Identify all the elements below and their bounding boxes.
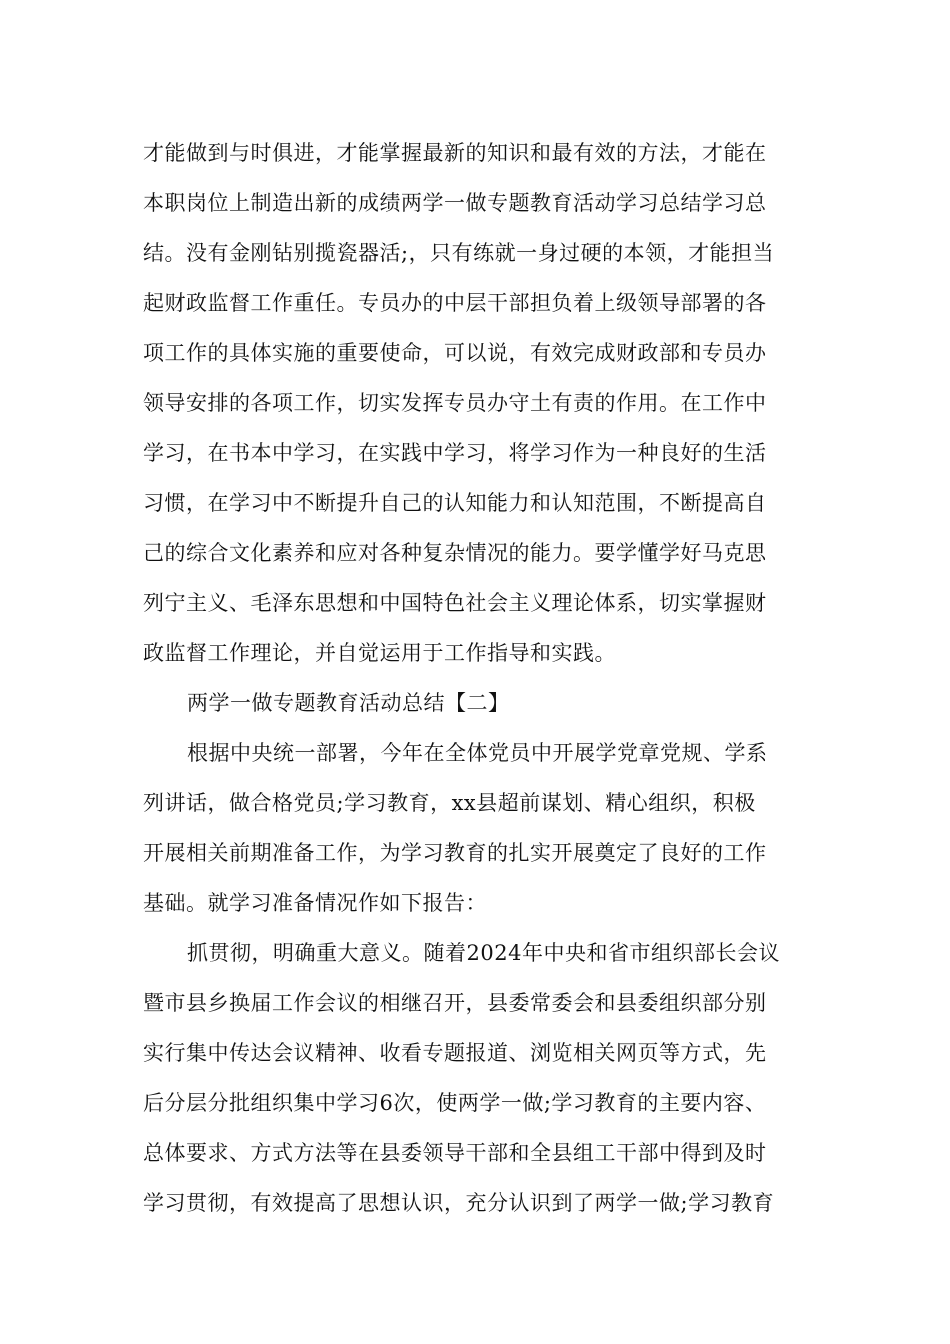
paragraph-line: 学习，在书本中学习，在实践中学习，将学习作为一种良好的生活 [143,441,767,465]
paragraph-line: 学习贯彻，有效提高了思想认识，充分认识到了两学一做;学习教育 [143,1191,775,1215]
paragraph-line: 列讲话，做合格党员;学习教育，xx县超前谋划、精心组织，积极 [143,791,756,815]
paragraph-line: 己的综合文化素养和应对各种复杂情况的能力。要学懂学好马克思 [143,541,767,565]
paragraph-line: 后分层分批组织集中学习6次，使两学一做;学习教育的主要内容、 [143,1091,767,1115]
paragraph-3 [143,928,808,1228]
paragraph-line: 列宁主义、毛泽东思想和中国特色社会主义理论体系，切实掌握财 [143,591,767,615]
paragraph-line: 根据中央统一部署，今年在全体党员中开展学党章党规、学系 [187,741,768,765]
section-heading: 两学一做专题教育活动总结【二】 [187,691,510,715]
paragraph-line: 抓贯彻，明确重大意义。随着2024年中央和省市组织部长会议 [187,941,780,965]
paragraph-line: 结。没有金刚钻别揽瓷器活;，只有练就一身过硬的本领，才能担当 [143,241,775,265]
paragraph-line: 基础。就学习准备情况作如下报告： [143,891,487,915]
paragraph-line: 实行集中传达会议精神、收看专题报道、浏览相关网页等方式，先 [143,1041,767,1065]
document-body [143,128,808,1228]
paragraph-line: 习惯，在学习中不断提升自己的认知能力和认知范围，不断提高自 [143,491,767,515]
paragraph-line: 才能做到与时俱进，才能掌握最新的知识和最有效的方法，才能在 [143,141,767,165]
paragraph-1 [143,128,808,678]
paragraph-line: 起财政监督工作重任。专员办的中层干部担负着上级领导部署的各 [143,291,767,315]
paragraph-line: 本职岗位上制造出新的成绩两学一做专题教育活动学习总结学习总 [143,191,767,215]
paragraph-line: 开展相关前期准备工作，为学习教育的扎实开展奠定了良好的工作 [143,841,767,865]
paragraph-line: 政监督工作理论，并自觉运用于工作指导和实践。 [143,641,616,665]
paragraph-line: 总体要求、方式方法等在县委领导干部和全县组工干部中得到及时 [143,1141,767,1165]
paragraph-line: 项工作的具体实施的重要使命，可以说，有效完成财政部和专员办 [143,341,767,365]
paragraph-line: 暨市县乡换届工作会议的相继召开，县委常委会和县委组织部分别 [143,991,767,1015]
paragraph-line: 领导安排的各项工作，切实发挥专员办守土有责的作用。在工作中 [143,391,767,415]
paragraph-2 [143,728,808,928]
